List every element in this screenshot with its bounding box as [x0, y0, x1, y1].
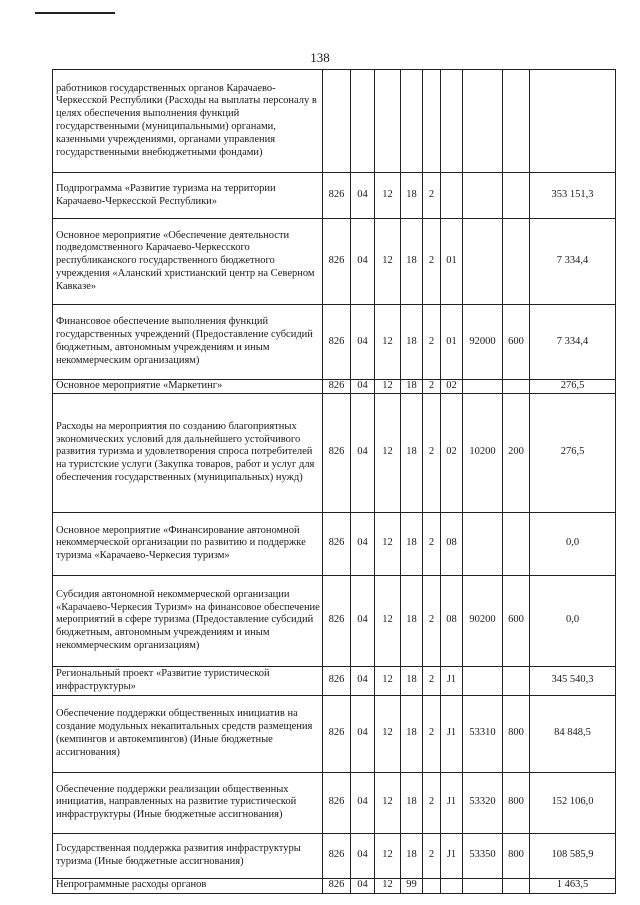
row-amount: 7 334,4 — [530, 305, 616, 380]
row-code-c1: 826 — [323, 380, 351, 394]
row-code-c4: 18 — [401, 666, 423, 695]
row-code-c2: 04 — [351, 575, 375, 666]
row-code-c1: 826 — [323, 772, 351, 833]
row-code-c8 — [503, 219, 530, 305]
budget-table — [52, 69, 616, 894]
row-description: Финансовое обеспечение выполнения функций государственных учреждений (Предоставление субсидий бюджетным, автономным учреждениям и иным некоммерческим организациям) — [53, 305, 323, 380]
row-code-c5: 2 — [423, 575, 441, 666]
row-description: Основное мероприятие «Финансирование автономной некоммерческой организации по развитию и поддержке туризма «Карачаево-Черкесия туризм» — [53, 512, 323, 575]
row-amount: 84 848,5 — [530, 695, 616, 772]
row-code-c1: 826 — [323, 219, 351, 305]
row-code-c3: 12 — [375, 393, 401, 512]
row-code-c2: 04 — [351, 833, 375, 878]
row-description: Субсидия автономной некоммерческой организации «Карачаево-Черкесия Туризм» на финансовое обеспечение мероприятий в сфере туризма (Предоставление субсидий бюджетным, автономным учреждениям и иным некоммерческим организациям) — [53, 575, 323, 666]
row-code-c6 — [441, 878, 463, 893]
row-amount: 345 540,3 — [530, 666, 616, 695]
table-row — [53, 833, 616, 878]
row-code-c2: 04 — [351, 393, 375, 512]
table-row — [53, 695, 616, 772]
row-code-c7: 53310 — [463, 695, 503, 772]
row-code-c7 — [463, 512, 503, 575]
row-amount: 1 463,5 — [530, 878, 616, 893]
row-code-c2: 04 — [351, 772, 375, 833]
row-code-c7: 53350 — [463, 833, 503, 878]
row-code-c3 — [375, 70, 401, 173]
row-code-c6: J1 — [441, 695, 463, 772]
row-code-c8: 800 — [503, 772, 530, 833]
row-code-c2: 04 — [351, 878, 375, 893]
row-code-c8: 200 — [503, 393, 530, 512]
row-code-c4: 18 — [401, 219, 423, 305]
table-row — [53, 219, 616, 305]
row-code-c7 — [463, 70, 503, 173]
row-code-c4: 18 — [401, 393, 423, 512]
row-code-c4: 18 — [401, 173, 423, 219]
row-description: Обеспечение поддержки общественных инициатив на создание модульных некапитальных средств размещения (кемпингов и автокемпингов) (Иные бюджетные ассигнования) — [53, 695, 323, 772]
row-code-c3: 12 — [375, 772, 401, 833]
row-code-c7 — [463, 878, 503, 893]
row-code-c1: 826 — [323, 666, 351, 695]
row-code-c5: 2 — [423, 666, 441, 695]
row-code-c2: 04 — [351, 512, 375, 575]
row-code-c5: 2 — [423, 833, 441, 878]
row-code-c6: 01 — [441, 219, 463, 305]
table-row — [53, 575, 616, 666]
table-row — [53, 512, 616, 575]
page-number: 138 — [310, 50, 330, 65]
row-amount: 353 151,3 — [530, 173, 616, 219]
row-code-c7: 92000 — [463, 305, 503, 380]
row-amount: 0,0 — [530, 575, 616, 666]
row-code-c1: 826 — [323, 878, 351, 893]
row-amount: 7 334,4 — [530, 219, 616, 305]
row-code-c8: 800 — [503, 695, 530, 772]
row-amount: 276,5 — [530, 393, 616, 512]
row-code-c3: 12 — [375, 380, 401, 394]
row-description: Государственная поддержка развития инфраструктуры туризма (Иные бюджетные ассигнования) — [53, 833, 323, 878]
row-code-c8 — [503, 70, 530, 173]
row-description: Подпрограмма «Развитие туризма на территории Карачаево-Черкесской Республики» — [53, 173, 323, 219]
row-code-c5 — [423, 70, 441, 173]
row-code-c1 — [323, 70, 351, 173]
row-description: Основное мероприятие «Маркетинг» — [53, 380, 323, 394]
row-code-c6: J1 — [441, 666, 463, 695]
row-description: работников государственных органов Карачаево-Черкесской Республики (Расходы на выплаты персоналу в целях обеспечения выполнения функций государственными (муниципальными) органами, казенными учреждениями, органами управления государственными внебюджетными фондами) — [53, 70, 323, 173]
row-code-c8 — [503, 380, 530, 394]
row-code-c4: 18 — [401, 305, 423, 380]
row-code-c6: 02 — [441, 380, 463, 394]
row-code-c7 — [463, 380, 503, 394]
row-code-c4: 18 — [401, 575, 423, 666]
table-row — [53, 393, 616, 512]
row-code-c8: 600 — [503, 575, 530, 666]
row-code-c1: 826 — [323, 695, 351, 772]
row-description: Расходы на мероприятия по созданию благоприятных экономических условий для дальнейшего устойчивого развития туризма и удовлетворения спроса потребителей на туристские услуги (Закупка товаров, работ и услуг для обеспечения государственных (муниципальных) нужд) — [53, 393, 323, 512]
row-amount — [530, 70, 616, 173]
row-amount: 152 106,0 — [530, 772, 616, 833]
row-code-c3: 12 — [375, 305, 401, 380]
row-description: Основное мероприятие «Обеспечение деятельности подведомственного Карачаево-Черкесского республиканского государственного бюджетного учреждения «Аланский христианский центр на Северном Кавказе» — [53, 219, 323, 305]
row-code-c3: 12 — [375, 878, 401, 893]
row-code-c5: 2 — [423, 219, 441, 305]
row-code-c6: 08 — [441, 512, 463, 575]
row-code-c1: 826 — [323, 575, 351, 666]
row-code-c3: 12 — [375, 695, 401, 772]
row-code-c7: 10200 — [463, 393, 503, 512]
table-row — [53, 666, 616, 695]
row-code-c5 — [423, 878, 441, 893]
table-row — [53, 173, 616, 219]
row-code-c6: 08 — [441, 575, 463, 666]
table-body — [53, 70, 616, 894]
row-code-c2: 04 — [351, 666, 375, 695]
row-code-c2 — [351, 70, 375, 173]
row-code-c3: 12 — [375, 666, 401, 695]
row-code-c4: 18 — [401, 833, 423, 878]
row-amount: 108 585,9 — [530, 833, 616, 878]
table-row — [53, 70, 616, 173]
row-code-c1: 826 — [323, 393, 351, 512]
row-code-c1: 826 — [323, 833, 351, 878]
row-amount: 0,0 — [530, 512, 616, 575]
row-code-c7 — [463, 219, 503, 305]
row-code-c4: 99 — [401, 878, 423, 893]
row-code-c5: 2 — [423, 393, 441, 512]
row-code-c1: 826 — [323, 512, 351, 575]
row-code-c3: 12 — [375, 219, 401, 305]
row-code-c4: 18 — [401, 772, 423, 833]
row-code-c4: 18 — [401, 380, 423, 394]
row-code-c5: 2 — [423, 173, 441, 219]
row-code-c7 — [463, 666, 503, 695]
row-code-c8 — [503, 512, 530, 575]
row-code-c6: 01 — [441, 305, 463, 380]
table-row — [53, 878, 616, 893]
row-code-c7: 90200 — [463, 575, 503, 666]
row-code-c3: 12 — [375, 512, 401, 575]
row-code-c4: 18 — [401, 512, 423, 575]
row-code-c2: 04 — [351, 305, 375, 380]
table-row — [53, 772, 616, 833]
row-code-c1: 826 — [323, 173, 351, 219]
row-code-c6 — [441, 173, 463, 219]
row-code-c3: 12 — [375, 173, 401, 219]
row-code-c8 — [503, 173, 530, 219]
top-rule — [35, 12, 115, 14]
row-code-c8 — [503, 666, 530, 695]
row-code-c5: 2 — [423, 305, 441, 380]
row-code-c5: 2 — [423, 772, 441, 833]
row-amount: 276,5 — [530, 380, 616, 394]
row-code-c3: 12 — [375, 575, 401, 666]
row-code-c8: 600 — [503, 305, 530, 380]
row-code-c1: 826 — [323, 305, 351, 380]
row-code-c7 — [463, 173, 503, 219]
row-code-c5: 2 — [423, 380, 441, 394]
row-code-c6: J1 — [441, 833, 463, 878]
row-code-c6: 02 — [441, 393, 463, 512]
row-code-c8 — [503, 878, 530, 893]
row-code-c4 — [401, 70, 423, 173]
row-code-c2: 04 — [351, 695, 375, 772]
row-code-c2: 04 — [351, 380, 375, 394]
table-row — [53, 380, 616, 394]
row-code-c2: 04 — [351, 173, 375, 219]
row-code-c4: 18 — [401, 695, 423, 772]
table-row — [53, 305, 616, 380]
row-code-c8: 800 — [503, 833, 530, 878]
row-description: Региональный проект «Развитие туристической инфраструктуры» — [53, 666, 323, 695]
row-code-c7: 53320 — [463, 772, 503, 833]
row-code-c3: 12 — [375, 833, 401, 878]
row-code-c5: 2 — [423, 512, 441, 575]
row-code-c6 — [441, 70, 463, 173]
row-code-c5: 2 — [423, 695, 441, 772]
row-code-c2: 04 — [351, 219, 375, 305]
row-description: Обеспечение поддержки реализации общественных инициатив, направленных на развитие туристической инфраструктуры (Иные бюджетные ассигнования) — [53, 772, 323, 833]
row-code-c6: J1 — [441, 772, 463, 833]
row-description: Непрограммные расходы органов — [53, 878, 323, 893]
